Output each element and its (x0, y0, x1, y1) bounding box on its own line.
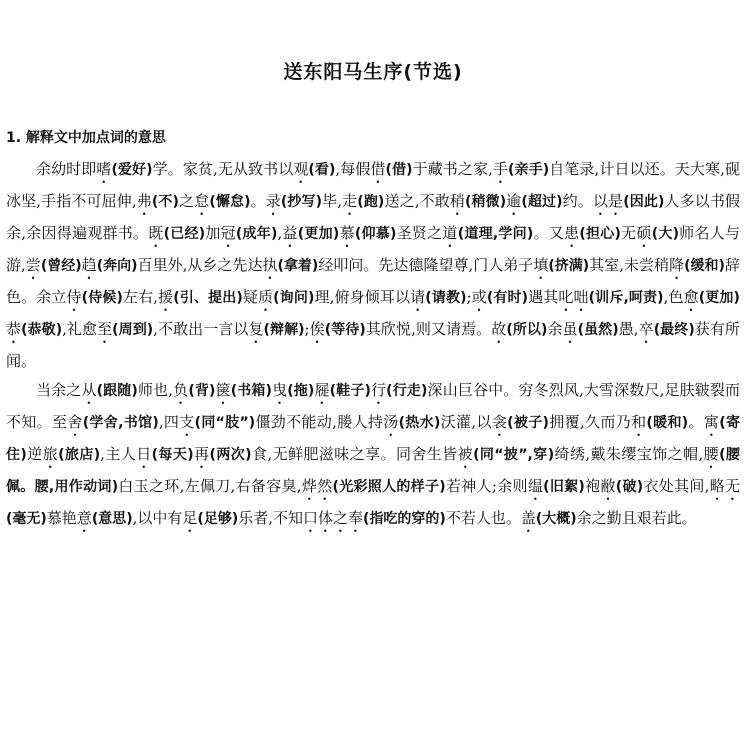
text-run: 当余之 (36, 381, 82, 399)
explanation: (担心) (579, 226, 621, 242)
emphasized-word: 卒 (638, 320, 654, 338)
text-run: ; (466, 288, 472, 306)
text-run: 疑 (242, 288, 259, 306)
explanation: (暖和) (646, 415, 689, 431)
emphasized-word: 或 (471, 288, 487, 306)
emphasized-word: 质 (258, 288, 274, 306)
text-run: 。又 (533, 224, 565, 242)
emphasized-word: 观 (293, 160, 309, 178)
text-run: 加 (205, 224, 221, 242)
text-run: 学。家贫,无从致书以 (152, 160, 294, 178)
emphasized-word: 既 (148, 224, 164, 242)
explanation: (引、提出) (173, 290, 243, 306)
emphasized-word: 和 (631, 413, 647, 431)
explanation: (行走) (386, 383, 428, 399)
text-run: 袍 (584, 477, 601, 495)
emphasized-word: 虽 (562, 320, 578, 338)
explanation: (旧絮) (543, 479, 585, 495)
explanation: (更加) (698, 290, 740, 306)
text-run: , (277, 224, 283, 242)
emphasized-word: 烨然 (301, 477, 333, 495)
emphasized-word: 愈 (683, 288, 699, 306)
text-run: 百里外,从乡之先达 (137, 256, 263, 274)
emphasized-word: 从 (81, 381, 97, 399)
text-run: 余 (547, 320, 563, 338)
emphasized-word: 侍 (66, 288, 82, 306)
explanation: (鞋子) (329, 383, 371, 399)
explanation: (懈怠) (209, 194, 251, 210)
emphasized-word: 屣 (314, 381, 330, 399)
emphasized-word: 负 (173, 381, 189, 399)
explanation: (两次) (209, 447, 252, 463)
explanation: (训斥,呵责) (588, 290, 664, 306)
emphasized-word: 执 (262, 256, 278, 274)
explanation: (辩解) (263, 322, 305, 338)
text-run: ,礼愈 (62, 320, 98, 338)
emphasized-word: 意 (76, 509, 92, 527)
text-run: 毕, (322, 192, 343, 210)
text-run: 乐者,不知 (238, 509, 303, 527)
explanation: (有时) (486, 290, 528, 306)
text-run: 自笔录,计日以还。天大寒,砚冰坚,手指不可屈伸, (6, 160, 740, 210)
explanation: (看) (308, 162, 336, 178)
text-run: ,四 (158, 413, 180, 431)
emphasized-word: 日 (136, 445, 152, 463)
text-run: 白玉之环,左佩刀,右备容臭, (118, 477, 302, 495)
explanation: (等待) (324, 322, 366, 338)
explanation: (拿着) (277, 258, 319, 274)
explanation: (大) (651, 226, 679, 242)
text-run: 深山巨谷中。穷冬烈风,大雪深数尺,足肤皲裂而不知。至 (6, 381, 741, 431)
emphasized-word: 俟 (309, 320, 325, 338)
explanation: (爱好) (111, 162, 153, 178)
explanation: (请教) (425, 290, 467, 306)
emphasized-word: 填 (533, 256, 549, 274)
text-run: ,以中有 (132, 509, 183, 527)
text-run: 圣贤之 (396, 224, 443, 242)
emphasized-word: 道 (442, 224, 458, 242)
text-run: 于藏书之家, (412, 160, 493, 178)
paragraph-1 (6, 155, 740, 376)
emphasized-word: 至 (97, 320, 113, 338)
emphasized-word: 箧 (215, 381, 231, 399)
emphasized-word: 请 (410, 288, 426, 306)
document-title: 送东阳马生序(节选) (283, 61, 463, 83)
emphasized-word: 硕 (636, 224, 652, 242)
explanation: (每天) (151, 447, 194, 463)
emphasized-word: 慕 (339, 224, 355, 242)
explanation: (恭敬) (21, 322, 63, 338)
text-run: 左右, (122, 288, 159, 306)
explanation: (大概) (535, 511, 577, 527)
explanation: (拖) (287, 383, 315, 399)
explanation: (道理,学问) (457, 226, 534, 242)
text-run: ,不敢出一言以 (153, 320, 249, 338)
emphasized-word: 冠 (220, 224, 236, 242)
explanation: (被子) (507, 415, 549, 431)
emphasized-word: 略无 (709, 477, 741, 495)
emphasized-word: 降 (669, 256, 685, 274)
emphasized-word: 以是 (592, 192, 624, 210)
explanation: (侍候) (81, 290, 123, 306)
emphasized-word: 趋 (81, 256, 97, 274)
emphasized-word: 录 (265, 192, 281, 210)
explanation: (缓和) (684, 258, 725, 274)
text-run: 辞色。余立 (6, 256, 740, 306)
emphasized-word: 患 (564, 224, 580, 242)
explanation: (学舍,书馆) (82, 415, 159, 431)
explanation: (借) (385, 162, 413, 178)
text-run: 理,俯身倾耳以 (314, 288, 411, 306)
explanation: (稍微) (464, 194, 507, 210)
explanation: (同“披”,穿) (473, 447, 555, 463)
explanation: (光彩照人的样子) (332, 479, 446, 495)
emphasized-word: 怠 (194, 192, 210, 210)
text-run: 余之勤且艰若此。 (576, 509, 697, 527)
text-run: 。 (688, 413, 704, 431)
emphasized-word: 口体之奉 (303, 509, 364, 527)
text-run: 其室,未尝稍 (589, 256, 670, 274)
explanation: (虽然) (577, 322, 619, 338)
emphasized-word: 故 (491, 320, 507, 338)
text-run: 僵劲不能动,媵人持 (255, 413, 384, 431)
text-run: 遇其 (528, 288, 559, 306)
text-run: 愚, (618, 320, 639, 338)
text-run: 获有所闻。 (6, 320, 740, 370)
explanation: (毫无) (6, 511, 47, 527)
emphasized-word: 逾 (506, 192, 522, 210)
explanation: (超过) (521, 194, 563, 210)
text-run: 若神人;余则 (445, 477, 528, 495)
explanation: (奔向) (96, 258, 138, 274)
text-run: ,色 (663, 288, 684, 306)
emphasized-word: 缊 (527, 477, 544, 495)
text-run: 慕艳 (46, 509, 77, 527)
text-run: 之 (178, 192, 195, 210)
explanation: (寄住) (6, 415, 740, 463)
explanation: (询问) (273, 290, 315, 306)
emphasized-word: 舍 (67, 413, 83, 431)
text-run: 拥覆,久而乃 (548, 413, 632, 431)
explanation: (跑) (357, 194, 385, 210)
emphasized-word: 衾 (491, 413, 508, 431)
emphasized-word: 寓 (703, 413, 720, 431)
emphasized-word: 支 (179, 413, 195, 431)
emphasized-word: 恭 (6, 320, 22, 338)
explanation: (背) (188, 383, 216, 399)
emphasized-word: 敝 (600, 477, 616, 495)
emphasized-word: 腰 (703, 445, 720, 463)
explanation: (亲手) (508, 162, 550, 178)
emphasized-word: 盖 (520, 509, 536, 527)
explanation: (因此) (623, 194, 665, 210)
emphasized-word: 曳 (271, 381, 288, 399)
explanation: (书箱) (230, 383, 272, 399)
explanation: (更加) (297, 226, 340, 242)
emphasized-word: 益 (282, 224, 298, 242)
emphasized-word: 复 (248, 320, 264, 338)
explanation: (意思) (91, 511, 133, 527)
explanation: (曾经) (40, 258, 82, 274)
explanation: (热水) (398, 415, 441, 431)
emphasized-word: 援 (158, 288, 174, 306)
text-run: 衣处其间, (643, 477, 710, 495)
explanation: (足够) (197, 511, 239, 527)
explanation: (成年) (235, 226, 278, 242)
explanation: (仰慕) (354, 226, 397, 242)
explanation: (已经) (163, 226, 206, 242)
text-run: 师也, (137, 381, 174, 399)
text-run: 送之,不敢 (384, 192, 450, 210)
explanation: (破) (615, 479, 644, 495)
question-heading: 1. 解释文中加点词的意思 (6, 130, 166, 146)
paragraph-2 (6, 376, 740, 536)
text-run: 不若人也。 (445, 509, 521, 527)
emphasized-word: 走 (342, 192, 358, 210)
text-run: ,每假 (335, 160, 371, 178)
emphasized-word: 足 (182, 509, 198, 527)
explanation: (所以) (506, 322, 548, 338)
emphasized-word: 弗 (136, 192, 152, 210)
emphasized-word: 手 (492, 160, 509, 178)
passage (6, 155, 740, 536)
explanation: (周到) (112, 322, 154, 338)
text-run: 人多以书假余,余因得遍观群书。 (6, 192, 740, 242)
text-run: 约。 (562, 192, 593, 210)
explanation: (最终) (653, 322, 695, 338)
emphasized-word: 被 (457, 445, 474, 463)
text-run: 。 (250, 192, 266, 210)
explanation: (指吃的穿的) (363, 511, 446, 527)
emphasized-word: 旅 (42, 445, 59, 463)
emphasized-word: 再 (193, 445, 210, 463)
text-run: 经叩问。先达德隆望尊,门人弟子 (318, 256, 534, 274)
explanation: (跟随) (96, 383, 138, 399)
explanation: (旅店) (58, 447, 101, 463)
emphasized-word: 借 (370, 160, 386, 178)
explanation: (抄写) (280, 194, 323, 210)
emphasized-word: 稍 (449, 192, 465, 210)
text-run: 沃灌,以 (440, 413, 492, 431)
text-run: 食,无鲜肥滋味之享。同舍生皆 (251, 445, 458, 463)
emphasized-word: 尝 (25, 256, 41, 274)
text-run: ; (304, 320, 310, 338)
explanation: (同“肢”) (194, 415, 256, 431)
explanation: (挤满) (548, 258, 590, 274)
emphasized-word: 嗜 (96, 160, 112, 178)
emphasized-word: 汤 (383, 413, 399, 431)
explanation: (腰佩。腰,用作动词) (6, 447, 740, 495)
text-run: 余幼时即 (36, 160, 97, 178)
explanation: (不) (151, 194, 179, 210)
text-run: 绮绣,戴朱缨宝饰之帽, (554, 445, 704, 463)
text-run: 其欣悦,则又请焉。 (365, 320, 492, 338)
text-run: 无 (620, 224, 637, 242)
text-run: 师名人与游, (6, 224, 741, 274)
emphasized-word: 行 (370, 381, 387, 399)
emphasized-word: 叱咄 (558, 288, 589, 306)
text-run: ,主人 (100, 445, 137, 463)
text-run: 逆 (26, 445, 43, 463)
